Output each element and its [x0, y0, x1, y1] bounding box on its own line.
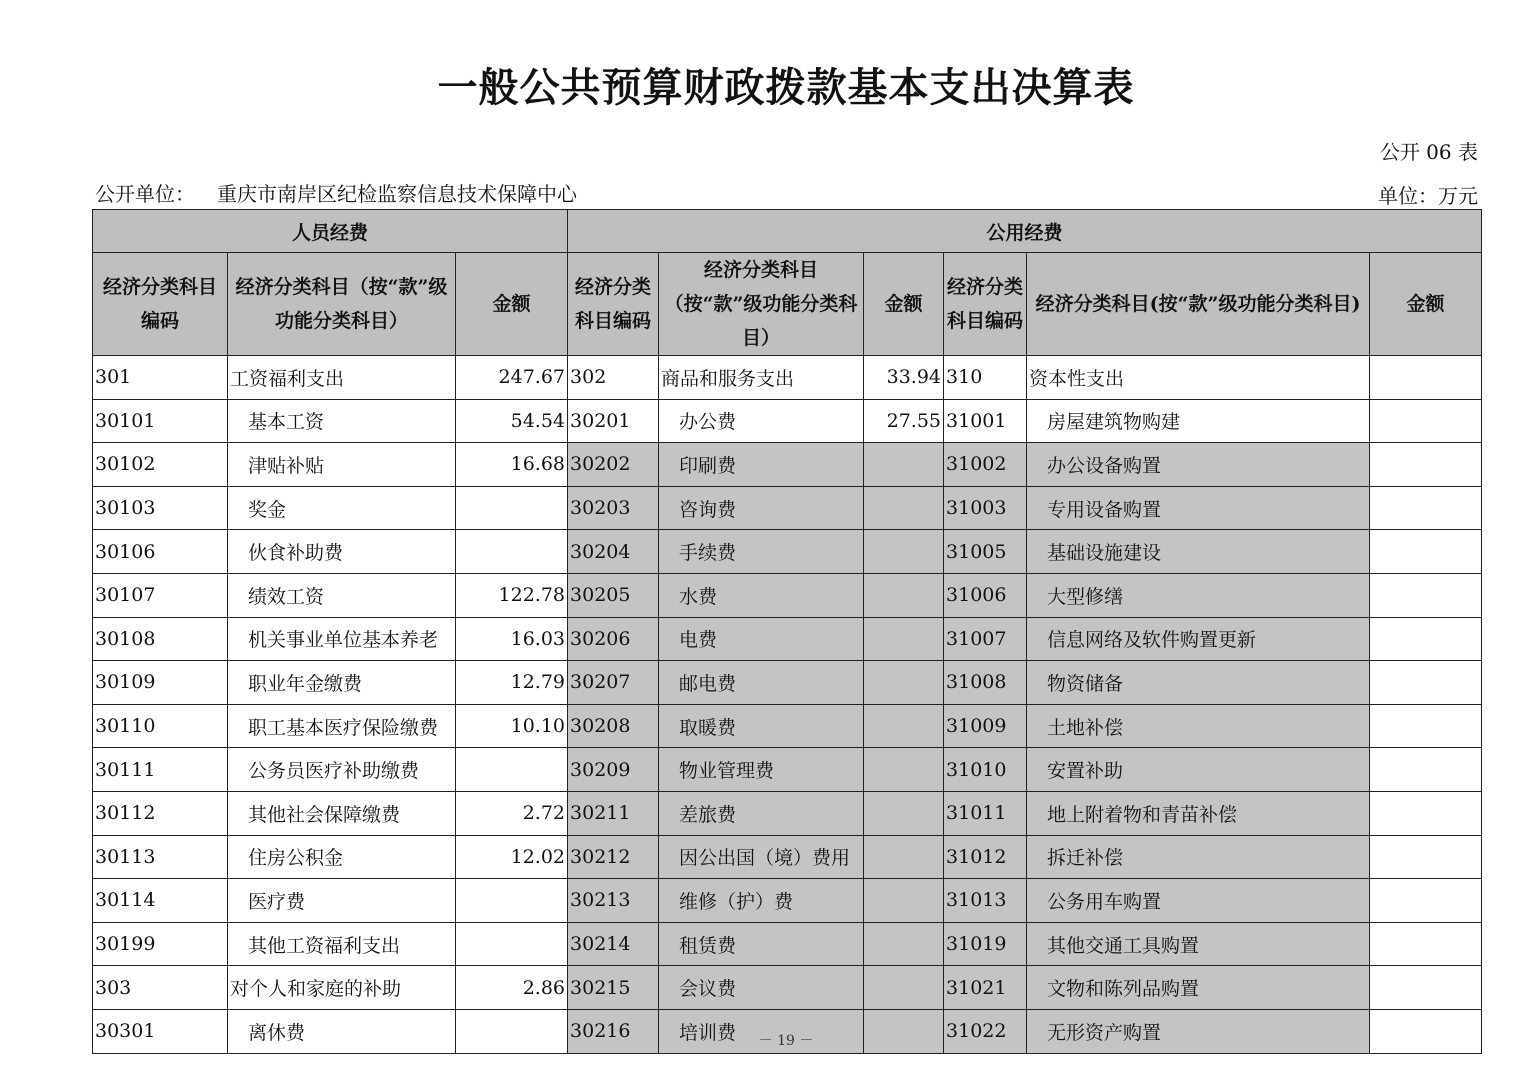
- unit-name: 重庆市南岸区纪检监察信息技术保障中心: [217, 182, 577, 206]
- amount-cell: 27.55: [864, 399, 944, 443]
- table-row: [93, 443, 1482, 487]
- name-cell: 其他社会保障缴费: [228, 791, 456, 835]
- code-cell: 30205: [568, 573, 659, 617]
- amount-cell: 54.54: [456, 399, 568, 443]
- code-cell: 31005: [944, 530, 1027, 574]
- code-cell: 31022: [944, 1009, 1027, 1053]
- header-personnel: 人员经费: [93, 210, 568, 253]
- header-amount-2: 金额: [864, 253, 944, 356]
- name-cell: 对个人和家庭的补助: [228, 966, 456, 1010]
- amount-cell: [864, 922, 944, 966]
- code-cell: 31006: [944, 573, 1027, 617]
- form-number: 公开 06 表: [1379, 140, 1478, 164]
- amount-cell: [864, 835, 944, 879]
- header-code-2: 经济分类科目编码: [568, 253, 659, 356]
- code-cell: 31012: [944, 835, 1027, 879]
- name-cell: 土地补偿: [1027, 704, 1370, 748]
- amount-cell: 247.67: [456, 356, 568, 400]
- amount-cell: [1370, 835, 1482, 879]
- code-cell: 30101: [93, 399, 228, 443]
- amount-cell: [864, 791, 944, 835]
- amount-cell: [1370, 486, 1482, 530]
- amount-cell: 2.86: [456, 966, 568, 1010]
- name-cell: 基本工资: [228, 399, 456, 443]
- name-cell: 公务员医疗补助缴费: [228, 748, 456, 792]
- amount-cell: [864, 966, 944, 1010]
- name-cell: 机关事业单位基本养老: [228, 617, 456, 661]
- code-cell: 30110: [93, 704, 228, 748]
- table-row: [93, 791, 1482, 835]
- table-row: [93, 835, 1482, 879]
- code-cell: 30213: [568, 879, 659, 923]
- amount-cell: [1370, 879, 1482, 923]
- code-cell: 310: [944, 356, 1027, 400]
- table-row: [93, 573, 1482, 617]
- amount-cell: 122.78: [456, 573, 568, 617]
- amount-cell: [1370, 443, 1482, 487]
- table-row: [93, 356, 1482, 400]
- code-cell: 30107: [93, 573, 228, 617]
- code-cell: 31010: [944, 748, 1027, 792]
- name-cell: 租赁费: [659, 922, 864, 966]
- name-cell: 专用设备购置: [1027, 486, 1370, 530]
- name-cell: 手续费: [659, 530, 864, 574]
- name-cell: 职工基本医疗保险缴费: [228, 704, 456, 748]
- code-cell: 301: [93, 356, 228, 400]
- unit-row: [95, 178, 1478, 206]
- header-amount-1: 金额: [456, 253, 568, 356]
- amount-cell: 10.10: [456, 704, 568, 748]
- code-cell: 31003: [944, 486, 1027, 530]
- code-cell: 30214: [568, 922, 659, 966]
- name-cell: 办公设备购置: [1027, 443, 1370, 487]
- name-cell: 地上附着物和青苗补偿: [1027, 791, 1370, 835]
- code-cell: 30209: [568, 748, 659, 792]
- name-cell: 资本性支出: [1027, 356, 1370, 400]
- code-cell: 30199: [93, 922, 228, 966]
- table-row: [93, 922, 1482, 966]
- code-cell: 31009: [944, 704, 1027, 748]
- code-cell: 302: [568, 356, 659, 400]
- header-name-1: 经济分类科目（按“款”级功能分类科目）: [228, 253, 456, 356]
- code-cell: 30103: [93, 486, 228, 530]
- code-cell: 303: [93, 966, 228, 1010]
- table-row: [93, 530, 1482, 574]
- amount-cell: [864, 879, 944, 923]
- amount-cell: 12.02: [456, 835, 568, 879]
- name-cell: 津贴补贴: [228, 443, 456, 487]
- name-cell: 维修（护）费: [659, 879, 864, 923]
- amount-cell: [1370, 966, 1482, 1010]
- name-cell: 拆迁补偿: [1027, 835, 1370, 879]
- amount-cell: [1370, 791, 1482, 835]
- amount-cell: [456, 748, 568, 792]
- code-cell: 31011: [944, 791, 1027, 835]
- name-cell: 其他交通工具购置: [1027, 922, 1370, 966]
- amount-cell: 12.79: [456, 661, 568, 705]
- unit-label: 公开单位：: [95, 182, 195, 206]
- header-name-3: 经济分类科目(按“款”级功能分类科目): [1027, 253, 1370, 356]
- amount-cell: [1370, 661, 1482, 705]
- name-cell: 咨询费: [659, 486, 864, 530]
- table-row: [93, 879, 1482, 923]
- code-cell: 30204: [568, 530, 659, 574]
- amount-cell: 16.68: [456, 443, 568, 487]
- page-number: － 19 －: [758, 1033, 814, 1049]
- amount-cell: [1370, 922, 1482, 966]
- name-cell: 房屋建筑物购建: [1027, 399, 1370, 443]
- name-cell: 大型修缮: [1027, 573, 1370, 617]
- page-title: 一般公共预算财政拨款基本支出决算表: [437, 64, 1135, 111]
- amount-cell: 33.94: [864, 356, 944, 400]
- amount-cell: 16.03: [456, 617, 568, 661]
- header-amount-3: 金额: [1370, 253, 1482, 356]
- amount-cell: [1370, 573, 1482, 617]
- code-cell: 31002: [944, 443, 1027, 487]
- name-cell: 工资福利支出: [228, 356, 456, 400]
- code-cell: 31019: [944, 922, 1027, 966]
- header-code-1: 经济分类科目编码: [93, 253, 228, 356]
- reporting-unit: [95, 178, 577, 207]
- table-row: [93, 486, 1482, 530]
- code-cell: 31008: [944, 661, 1027, 705]
- amount-cell: [864, 573, 944, 617]
- name-cell: 电费: [659, 617, 864, 661]
- money-unit: 单位：万元: [1378, 184, 1478, 208]
- amount-cell: [456, 879, 568, 923]
- code-cell: 30216: [568, 1009, 659, 1053]
- code-cell: 30111: [93, 748, 228, 792]
- code-cell: 30102: [93, 443, 228, 487]
- name-cell: 住房公积金: [228, 835, 456, 879]
- code-cell: 30109: [93, 661, 228, 705]
- name-cell: 其他工资福利支出: [228, 922, 456, 966]
- code-cell: 30201: [568, 399, 659, 443]
- amount-cell: [864, 704, 944, 748]
- name-cell: 物业管理费: [659, 748, 864, 792]
- amount-cell: [1370, 748, 1482, 792]
- name-cell: 因公出国（境）费用: [659, 835, 864, 879]
- name-cell: 水费: [659, 573, 864, 617]
- table-row: [93, 617, 1482, 661]
- code-cell: 30206: [568, 617, 659, 661]
- budget-table: [92, 209, 1482, 1054]
- code-cell: 31021: [944, 966, 1027, 1010]
- amount-cell: [1370, 704, 1482, 748]
- amount-cell: [456, 530, 568, 574]
- amount-cell: [456, 486, 568, 530]
- name-cell: 商品和服务支出: [659, 356, 864, 400]
- table-row: [93, 966, 1482, 1010]
- amount-cell: [864, 748, 944, 792]
- amount-cell: [864, 443, 944, 487]
- name-cell: 伙食补助费: [228, 530, 456, 574]
- header-code-3: 经济分类科目编码: [944, 253, 1027, 356]
- code-cell: 31001: [944, 399, 1027, 443]
- code-cell: 31013: [944, 879, 1027, 923]
- name-cell: 取暖费: [659, 704, 864, 748]
- name-cell: 文物和陈列品购置: [1027, 966, 1370, 1010]
- code-cell: 30212: [568, 835, 659, 879]
- amount-cell: 2.72: [456, 791, 568, 835]
- name-cell: 信息网络及软件购置更新: [1027, 617, 1370, 661]
- name-cell: 办公费: [659, 399, 864, 443]
- name-cell: 安置补助: [1027, 748, 1370, 792]
- table-row: [93, 704, 1482, 748]
- code-cell: 30114: [93, 879, 228, 923]
- amount-cell: [864, 530, 944, 574]
- amount-cell: [1370, 530, 1482, 574]
- amount-cell: [1370, 399, 1482, 443]
- table-row: [93, 748, 1482, 792]
- code-cell: 30112: [93, 791, 228, 835]
- amount-cell: [864, 661, 944, 705]
- name-cell: 邮电费: [659, 661, 864, 705]
- code-cell: 31007: [944, 617, 1027, 661]
- table-row: [93, 661, 1482, 705]
- header-name-2: 经济分类科目（按“款”级功能分类科目）: [659, 253, 864, 356]
- name-cell: 绩效工资: [228, 573, 456, 617]
- code-cell: 30202: [568, 443, 659, 487]
- code-cell: 30215: [568, 966, 659, 1010]
- code-cell: 30203: [568, 486, 659, 530]
- name-cell: 奖金: [228, 486, 456, 530]
- name-cell: 培训费: [659, 1009, 864, 1053]
- name-cell: 职业年金缴费: [228, 661, 456, 705]
- name-cell: 物资储备: [1027, 661, 1370, 705]
- code-cell: 30113: [93, 835, 228, 879]
- name-cell: 无形资产购置: [1027, 1009, 1370, 1053]
- code-cell: 30108: [93, 617, 228, 661]
- name-cell: 离休费: [228, 1009, 456, 1053]
- code-cell: 30301: [93, 1009, 228, 1053]
- amount-cell: [1370, 356, 1482, 400]
- code-cell: 30211: [568, 791, 659, 835]
- name-cell: 会议费: [659, 966, 864, 1010]
- amount-cell: [1370, 617, 1482, 661]
- name-cell: 差旅费: [659, 791, 864, 835]
- name-cell: 基础设施建设: [1027, 530, 1370, 574]
- name-cell: 公务用车购置: [1027, 879, 1370, 923]
- amount-cell: [456, 922, 568, 966]
- name-cell: 医疗费: [228, 879, 456, 923]
- code-cell: 30208: [568, 704, 659, 748]
- name-cell: 印刷费: [659, 443, 864, 487]
- code-cell: 30106: [93, 530, 228, 574]
- amount-cell: [864, 486, 944, 530]
- header-public: 公用经费: [568, 210, 1482, 253]
- code-cell: 30207: [568, 661, 659, 705]
- amount-cell: [864, 617, 944, 661]
- table-row: [93, 399, 1482, 443]
